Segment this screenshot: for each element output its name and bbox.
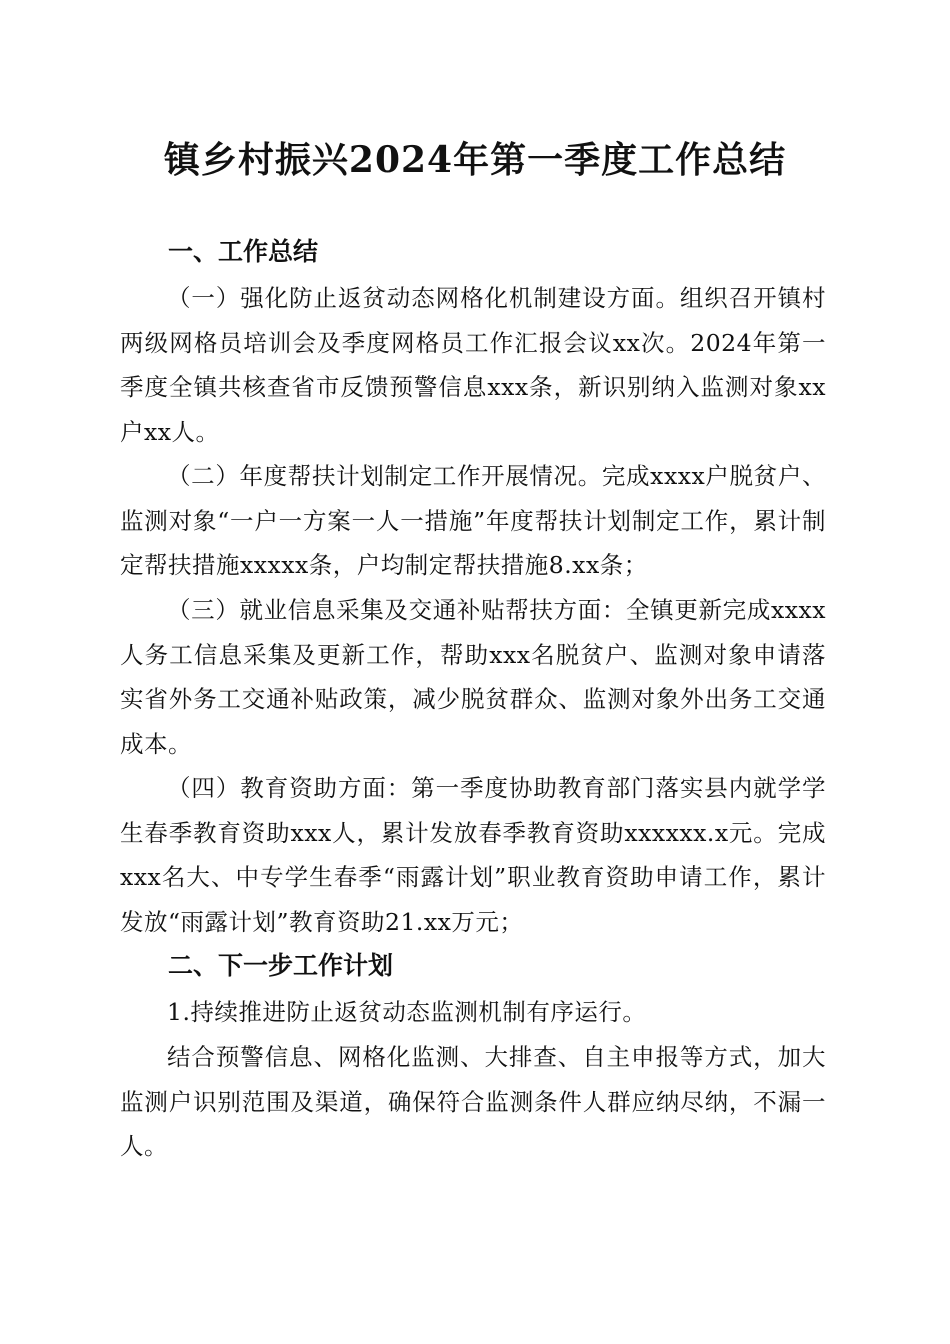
paragraph-assistance-plan: （二）年度帮扶计划制定工作开展情况。完成xxxx户脱贫户、监测对象“一户一方案一人一措施”年度帮扶计划制定工作，累计制定帮扶措施xxxxx条，户均制定帮扶措施8.xx条； — [120, 462, 826, 579]
paragraph-education-aid: （四）教育资助方面：第一季度协助教育部门落实县内就学学生春季教育资助xxx人，累计发放春季教育资助xxxxxx.x元。完成xxx名大、中专学生春季“雨露计划”职业教育资助申请工作，累计发放“雨露计划”教育资助21.xx万元； — [120, 774, 826, 936]
paragraph-grid-mechanism: （一）强化防止返贫动态网格化机制建设方面。组织召开镇村两级网格员培训会及季度网格员工作汇报会议xx次。2024年第一季度全镇共核查省市反馈预警信息xxx条，新识别纳入监测对象xx户xx人。 — [120, 284, 826, 446]
section-heading-summary: 一、工作总结 — [168, 237, 319, 266]
section-heading-next-plan: 二、下一步工作计划 — [168, 951, 394, 980]
paragraph-employment-info: （三）就业信息采集及交通补贴帮扶方面：全镇更新完成xxxx人务工信息采集及更新工作，帮助xxx名脱贫户、监测对象申请落实省外务工交通补贴政策，减少脱贫群众、监测对象外出务工交通成本。 — [120, 596, 826, 758]
paragraph-monitoring-methods: 结合预警信息、网格化监测、大排查、自主申报等方式，加大监测户识别范围及渠道，确保符合监测条件人群应纳尽纳，不漏一人。 — [120, 1043, 826, 1160]
plan-item-1: 1.持续推进防止返贫动态监测机制有序运行。 — [167, 998, 647, 1026]
document-title: 镇乡村振兴2024年第一季度工作总结 — [163, 139, 787, 181]
